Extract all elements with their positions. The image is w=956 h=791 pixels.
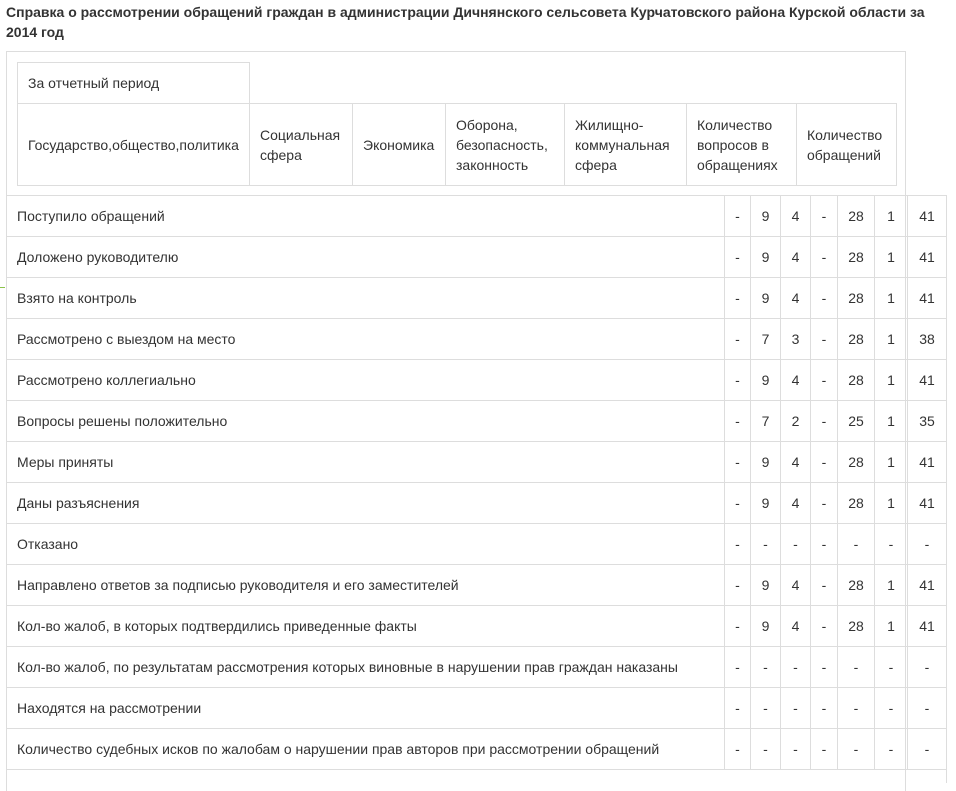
row-label: Рассмотрено с выездом на место — [7, 319, 725, 360]
value-cell: 41 — [908, 278, 947, 319]
value-cell: - — [751, 524, 781, 565]
header-columns-row — [18, 104, 897, 186]
value-cell: - — [838, 647, 875, 688]
value-cell: - — [725, 196, 751, 237]
value-cell: - — [725, 237, 751, 278]
value-cell: - — [725, 647, 751, 688]
row-label: Доложено руководителю — [7, 237, 725, 278]
value-cell: 28 — [838, 442, 875, 483]
value-cell: 1 — [875, 237, 908, 278]
value-cell: - — [908, 647, 947, 688]
value-cell: 41 — [908, 565, 947, 606]
header-column: Экономика — [353, 104, 446, 186]
value-cell: 1 — [875, 401, 908, 442]
value-cell: 41 — [908, 196, 947, 237]
value-cell: - — [751, 647, 781, 688]
value-cell: - — [811, 729, 838, 770]
decorative-tick — [0, 287, 5, 288]
value-cell: 4 — [781, 565, 811, 606]
value-cell: 9 — [751, 442, 781, 483]
value-cell: 9 — [751, 278, 781, 319]
table-row — [7, 401, 947, 442]
table-row — [7, 688, 947, 729]
value-cell: - — [811, 524, 838, 565]
row-label: Даны разъяснения — [7, 483, 725, 524]
value-cell: 28 — [838, 606, 875, 647]
value-cell: - — [811, 483, 838, 524]
value-cell: - — [811, 278, 838, 319]
value-cell: 4 — [781, 442, 811, 483]
value-cell: 28 — [838, 237, 875, 278]
value-cell: 4 — [781, 483, 811, 524]
value-cell: 4 — [781, 196, 811, 237]
row-label: Вопросы решены положительно — [7, 401, 725, 442]
value-cell: 4 — [781, 237, 811, 278]
value-cell: 3 — [781, 319, 811, 360]
header-column: Оборона, безопасность, законность — [446, 104, 565, 186]
right-border-line — [946, 195, 947, 783]
table-row — [7, 196, 947, 237]
value-cell: - — [781, 524, 811, 565]
value-cell: - — [725, 524, 751, 565]
value-cell: 28 — [838, 319, 875, 360]
value-cell: - — [751, 688, 781, 729]
value-cell: - — [725, 278, 751, 319]
value-cell: 41 — [908, 606, 947, 647]
value-cell: 28 — [838, 196, 875, 237]
header-column: Государство,общество,политика — [18, 104, 250, 186]
value-cell: 28 — [838, 360, 875, 401]
row-label: Кол-во жалоб, в которых подтвердились приведенные факты — [7, 606, 725, 647]
value-cell: 9 — [751, 237, 781, 278]
value-cell: - — [875, 647, 908, 688]
value-cell: - — [811, 401, 838, 442]
value-cell: 41 — [908, 442, 947, 483]
value-cell: 1 — [875, 606, 908, 647]
value-cell: 2 — [781, 401, 811, 442]
row-label: Меры приняты — [7, 442, 725, 483]
value-cell: 28 — [838, 565, 875, 606]
value-cell: 9 — [751, 606, 781, 647]
value-cell: - — [811, 647, 838, 688]
value-cell: 4 — [781, 278, 811, 319]
value-cell: - — [725, 442, 751, 483]
value-cell: - — [725, 401, 751, 442]
value-cell: - — [725, 688, 751, 729]
value-cell: - — [781, 729, 811, 770]
period-label: За отчетный период — [18, 63, 250, 104]
value-cell: - — [811, 237, 838, 278]
table-row — [7, 278, 947, 319]
value-cell: - — [811, 565, 838, 606]
value-cell: - — [838, 729, 875, 770]
table-row — [7, 442, 947, 483]
row-label: Находятся на рассмотрении — [7, 688, 725, 729]
value-cell: 38 — [908, 319, 947, 360]
value-cell: 1 — [875, 442, 908, 483]
value-cell: 1 — [875, 278, 908, 319]
value-cell: 28 — [838, 483, 875, 524]
header-column: Количество вопросов в обращениях — [687, 104, 797, 186]
row-label: Отказано — [7, 524, 725, 565]
value-cell: - — [811, 196, 838, 237]
table-row — [7, 360, 947, 401]
value-cell: - — [838, 524, 875, 565]
value-cell: - — [725, 483, 751, 524]
table-row — [7, 647, 947, 688]
value-cell: - — [811, 360, 838, 401]
header-column: Количество обращений — [797, 104, 897, 186]
value-cell: 1 — [875, 196, 908, 237]
value-cell: 9 — [751, 196, 781, 237]
table-row — [7, 237, 947, 278]
value-cell: 4 — [781, 360, 811, 401]
value-cell: - — [751, 729, 781, 770]
value-cell: 35 — [908, 401, 947, 442]
row-label: Поступило обращений — [7, 196, 725, 237]
header-table — [17, 62, 897, 186]
value-cell: - — [875, 524, 908, 565]
value-cell: 7 — [751, 401, 781, 442]
table-row — [7, 565, 947, 606]
table-row — [7, 524, 947, 565]
value-cell: - — [811, 319, 838, 360]
value-cell: - — [781, 647, 811, 688]
value-cell: - — [781, 688, 811, 729]
value-cell: - — [725, 319, 751, 360]
header-column: Жилищно-коммунальная сфера — [565, 104, 687, 186]
value-cell: 4 — [781, 606, 811, 647]
table-row — [7, 319, 947, 360]
value-cell: 41 — [908, 360, 947, 401]
value-cell: - — [908, 729, 947, 770]
value-cell: 1 — [875, 319, 908, 360]
value-cell: 25 — [838, 401, 875, 442]
value-cell: - — [875, 688, 908, 729]
value-cell: 1 — [875, 483, 908, 524]
value-cell: - — [725, 606, 751, 647]
value-cell: - — [838, 688, 875, 729]
value-cell: - — [811, 688, 838, 729]
row-label: Направлено ответов за подписью руководителя и его заместителей — [7, 565, 725, 606]
value-cell: - — [725, 565, 751, 606]
table-row — [7, 483, 947, 524]
row-label: Рассмотрено коллегиально — [7, 360, 725, 401]
row-label: Взято на контроль — [7, 278, 725, 319]
value-cell: - — [725, 729, 751, 770]
header-column: Социальная сфера — [250, 104, 353, 186]
value-cell: - — [908, 688, 947, 729]
table-row — [7, 606, 947, 647]
value-cell: 9 — [751, 483, 781, 524]
data-table — [6, 195, 947, 770]
value-cell: - — [875, 729, 908, 770]
value-cell: 41 — [908, 237, 947, 278]
value-cell: 1 — [875, 360, 908, 401]
table-row — [7, 729, 947, 770]
value-cell: - — [908, 524, 947, 565]
row-label: Количество судебных исков по жалобам о нарушении прав авторов при рассмотрении обращений — [7, 729, 725, 770]
value-cell: - — [811, 442, 838, 483]
value-cell: 9 — [751, 360, 781, 401]
value-cell: 28 — [838, 278, 875, 319]
row-label: Кол-во жалоб, по результатам рассмотрения которых виновные в нарушении прав граждан наказаны — [7, 647, 725, 688]
value-cell: 9 — [751, 565, 781, 606]
value-cell: 41 — [908, 483, 947, 524]
value-cell: 1 — [875, 565, 908, 606]
value-cell: - — [811, 606, 838, 647]
value-cell: - — [725, 360, 751, 401]
page-title: Справка о рассмотрении обращений граждан в администрации Дичнянского сельсовета Курчатовского района Курской области за 2014 год — [6, 4, 925, 40]
value-cell: 7 — [751, 319, 781, 360]
header-blank-cell — [250, 63, 897, 104]
